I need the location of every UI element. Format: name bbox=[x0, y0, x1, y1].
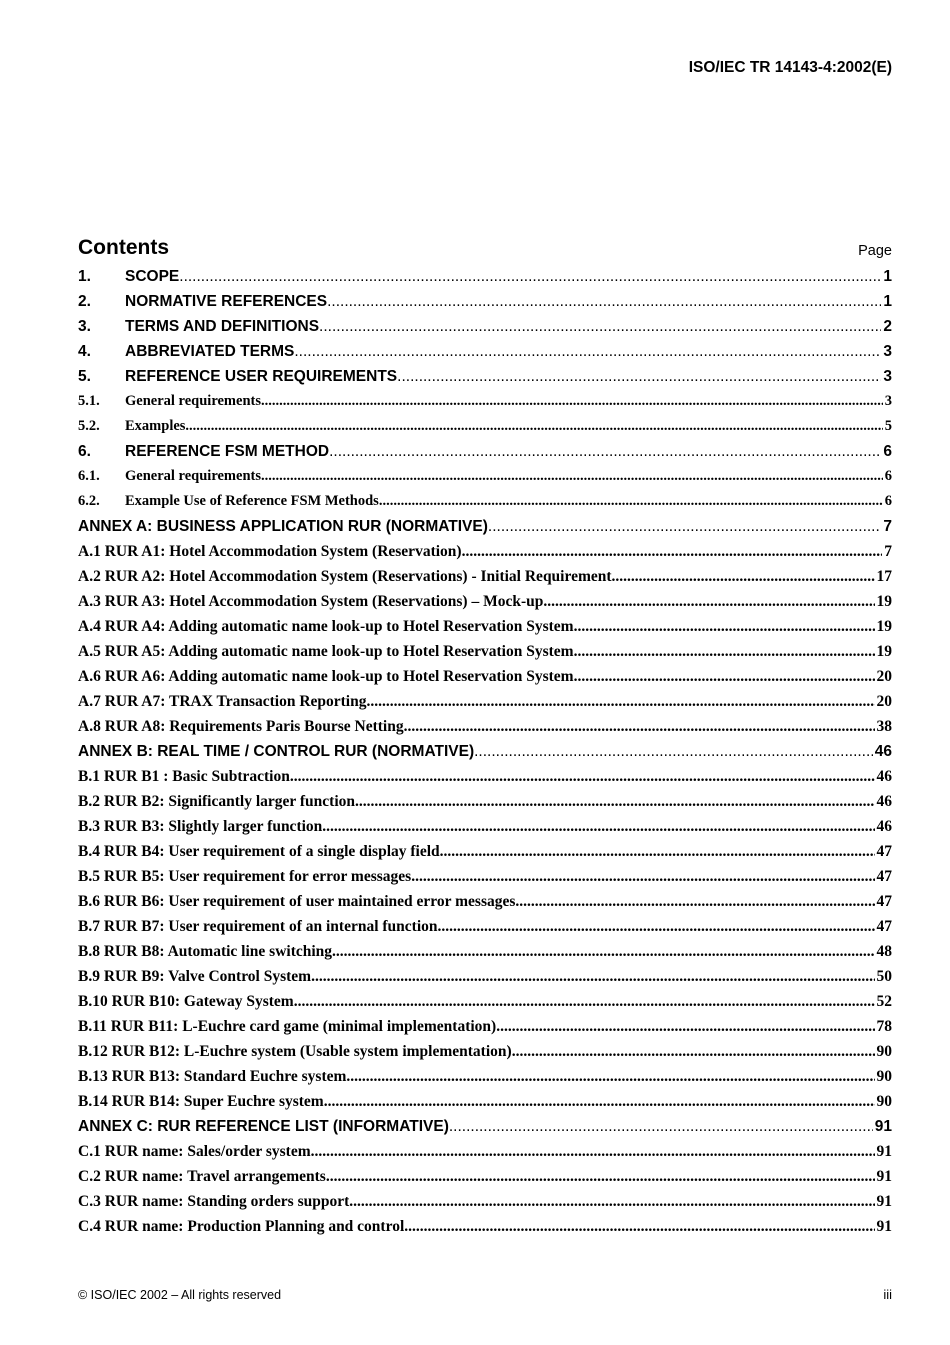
dot-leader bbox=[397, 364, 881, 389]
toc-entry-page: 47 bbox=[876, 918, 892, 935]
toc-entry-title: C.2 RUR name: Travel arrangements bbox=[78, 1168, 326, 1185]
toc-entry-title: B.12 RUR B12: L-Euchre system (Usable system implementation) bbox=[78, 1043, 512, 1060]
dot-leader bbox=[261, 464, 883, 489]
toc-entry-title: ANNEX A: BUSINESS APPLICATION RUR (NORMATIVE) bbox=[78, 518, 488, 535]
toc-entry-title: ANNEX B: REAL TIME / CONTROL RUR (NORMATIVE) bbox=[78, 743, 475, 760]
toc-entry[interactable] bbox=[78, 439, 892, 464]
dot-leader bbox=[574, 639, 875, 664]
toc-entry-title: B.4 RUR B4: User requirement of a single display field bbox=[78, 843, 440, 860]
toc-entry[interactable] bbox=[78, 389, 892, 414]
toc-entry-title: General requirements bbox=[125, 393, 261, 409]
toc-entry-title: TERMS AND DEFINITIONS bbox=[125, 318, 320, 335]
toc-entry-page: 46 bbox=[874, 743, 892, 760]
toc-entry-page: 50 bbox=[876, 968, 892, 985]
dot-leader bbox=[512, 1039, 875, 1064]
dot-leader bbox=[322, 814, 874, 839]
dot-leader bbox=[404, 714, 875, 739]
toc-entry-title: REFERENCE USER REQUIREMENTS bbox=[125, 368, 398, 385]
toc-entry-page: 3 bbox=[884, 393, 892, 409]
toc-entry[interactable] bbox=[78, 739, 892, 764]
toc-entry-page: 52 bbox=[876, 993, 892, 1010]
toc-entry-page: 90 bbox=[876, 1093, 892, 1110]
toc-entry[interactable] bbox=[78, 589, 892, 614]
toc-entry[interactable] bbox=[78, 639, 892, 664]
toc-entry-page: 6 bbox=[883, 443, 892, 460]
toc-entry-page: 3 bbox=[883, 343, 892, 360]
toc-entry-title: B.14 RUR B14: Super Euchre system bbox=[78, 1093, 324, 1110]
dot-leader bbox=[496, 1014, 874, 1039]
dot-leader bbox=[462, 539, 883, 564]
dot-leader bbox=[332, 939, 874, 964]
toc-entry-page: 91 bbox=[876, 1193, 892, 1210]
page-column-label: Page bbox=[858, 243, 892, 259]
toc-entry-title: B.8 RUR B8: Automatic line switching bbox=[78, 943, 333, 960]
toc-entry[interactable] bbox=[78, 989, 892, 1014]
table-of-contents bbox=[78, 264, 892, 1239]
toc-entry[interactable] bbox=[78, 314, 892, 339]
toc-entry-page: 46 bbox=[876, 768, 892, 785]
document-id: ISO/IEC TR 14143-4:2002(E) bbox=[688, 59, 892, 76]
toc-entry[interactable] bbox=[78, 464, 892, 489]
toc-entry-page: 3 bbox=[883, 368, 892, 385]
toc-entry-page: 91 bbox=[876, 1168, 892, 1185]
toc-entry-page: 20 bbox=[876, 668, 892, 685]
toc-entry-title: B.7 RUR B7: User requirement of an internal function bbox=[78, 918, 438, 935]
toc-entry-number: 6. bbox=[78, 443, 91, 460]
dot-leader bbox=[612, 564, 875, 589]
toc-entry-title: B.1 RUR B1 : Basic Subtraction bbox=[78, 768, 290, 785]
toc-entry[interactable] bbox=[78, 1064, 892, 1089]
toc-entry-title: ABBREVIATED TERMS bbox=[125, 343, 295, 360]
toc-entry[interactable] bbox=[78, 764, 892, 789]
toc-entry-title: B.3 RUR B3: Slightly larger function bbox=[78, 818, 323, 835]
toc-entry-title: A.6 RUR A6: Adding automatic name look-up to Hotel Reservation System bbox=[78, 668, 574, 685]
dot-leader bbox=[290, 764, 875, 789]
toc-entry-page: 6 bbox=[884, 493, 892, 509]
dot-leader bbox=[329, 439, 881, 464]
toc-entry-title: General requirements bbox=[125, 468, 261, 484]
toc-entry-title: A.8 RUR A8: Requirements Paris Bourse Netting bbox=[78, 718, 404, 735]
toc-entry-title: B.2 RUR B2: Significantly larger function bbox=[78, 793, 355, 810]
dot-leader bbox=[438, 914, 875, 939]
toc-entry[interactable] bbox=[78, 839, 892, 864]
toc-entry[interactable] bbox=[78, 339, 892, 364]
toc-entry[interactable] bbox=[78, 489, 892, 514]
dot-leader bbox=[327, 289, 881, 314]
toc-entry[interactable] bbox=[78, 914, 892, 939]
toc-entry[interactable] bbox=[78, 964, 892, 989]
copyright-notice: © ISO/IEC 2002 – All rights reserved bbox=[78, 1288, 282, 1302]
dot-leader bbox=[515, 889, 874, 914]
toc-entry[interactable] bbox=[78, 414, 892, 439]
toc-entry[interactable] bbox=[78, 689, 892, 714]
dot-leader bbox=[366, 689, 874, 714]
toc-entry-page: 91 bbox=[876, 1218, 892, 1235]
toc-entry-page: 47 bbox=[876, 843, 892, 860]
toc-entry[interactable] bbox=[78, 1089, 892, 1114]
dot-leader bbox=[294, 989, 875, 1014]
toc-entry[interactable] bbox=[78, 664, 892, 689]
toc-entry-page: 38 bbox=[876, 718, 892, 735]
toc-entry-number: 4. bbox=[78, 343, 91, 360]
dot-leader bbox=[404, 1214, 874, 1239]
toc-entry[interactable] bbox=[78, 814, 892, 839]
toc-entry[interactable] bbox=[78, 289, 892, 314]
dot-leader bbox=[474, 739, 873, 764]
toc-entry-title: C.4 RUR name: Production Planning and control bbox=[78, 1218, 405, 1235]
toc-entry-title: A.5 RUR A5: Adding automatic name look-up to Hotel Reservation System bbox=[78, 643, 574, 660]
dot-leader bbox=[319, 314, 881, 339]
dot-leader bbox=[449, 1114, 873, 1139]
dot-leader bbox=[349, 1189, 874, 1214]
toc-entry-number: 6.2. bbox=[78, 493, 100, 509]
toc-entry-page: 7 bbox=[883, 518, 892, 535]
toc-entry[interactable] bbox=[78, 714, 892, 739]
toc-entry[interactable] bbox=[78, 1014, 892, 1039]
toc-entry-number: 6.1. bbox=[78, 468, 100, 484]
toc-entry-number: 3. bbox=[78, 318, 91, 335]
toc-entry-title: B.11 RUR B11: L-Euchre card game (minimal implementation) bbox=[78, 1018, 497, 1035]
toc-entry-page: 6 bbox=[884, 468, 892, 484]
toc-entry[interactable] bbox=[78, 1039, 892, 1064]
toc-entry-page: 5 bbox=[884, 418, 892, 434]
toc-entry-page: 47 bbox=[876, 868, 892, 885]
dot-leader bbox=[311, 964, 874, 989]
toc-entry-number: 1. bbox=[78, 268, 91, 285]
dot-leader bbox=[311, 1139, 875, 1164]
toc-entry[interactable] bbox=[78, 1214, 892, 1239]
dot-leader bbox=[261, 389, 883, 414]
toc-entry-page: 17 bbox=[876, 568, 892, 585]
page-number: iii bbox=[883, 1287, 892, 1302]
toc-entry-page: 91 bbox=[876, 1143, 892, 1160]
dot-leader bbox=[488, 514, 881, 539]
toc-entry[interactable] bbox=[78, 1139, 892, 1164]
toc-entry-title: A.3 RUR A3: Hotel Accommodation System (Reservations) – Mock-up bbox=[78, 593, 544, 610]
toc-entry-title: SCOPE bbox=[125, 268, 180, 285]
toc-entry-number: 5.2. bbox=[78, 418, 100, 434]
toc-entry-title: NORMATIVE REFERENCES bbox=[125, 293, 328, 310]
toc-entry[interactable] bbox=[78, 864, 892, 889]
dot-leader bbox=[294, 339, 881, 364]
dot-leader bbox=[185, 414, 882, 439]
dot-leader bbox=[574, 614, 875, 639]
dot-leader bbox=[440, 839, 875, 864]
toc-entry-title: Examples bbox=[125, 418, 186, 434]
toc-entry[interactable] bbox=[78, 1164, 892, 1189]
toc-entry-number: 5.1. bbox=[78, 393, 100, 409]
toc-entry-page: 2 bbox=[883, 318, 892, 335]
toc-entry-page: 19 bbox=[876, 618, 892, 635]
toc-entry[interactable] bbox=[78, 564, 892, 589]
dot-leader bbox=[179, 264, 881, 289]
dot-leader bbox=[355, 789, 875, 814]
toc-entry-page: 7 bbox=[884, 543, 892, 560]
toc-entry[interactable] bbox=[78, 939, 892, 964]
toc-entry-page: 90 bbox=[876, 1043, 892, 1060]
toc-entry-title: C.1 RUR name: Sales/order system bbox=[78, 1143, 311, 1160]
toc-entry[interactable] bbox=[78, 539, 892, 564]
toc-entry-page: 90 bbox=[876, 1068, 892, 1085]
toc-entry[interactable] bbox=[78, 1114, 892, 1139]
toc-entry-page: 20 bbox=[876, 693, 892, 710]
toc-entry-title: A.4 RUR A4: Adding automatic name look-up to Hotel Reservation System bbox=[78, 618, 574, 635]
toc-entry-title: ANNEX C: RUR REFERENCE LIST (INFORMATIVE) bbox=[78, 1118, 449, 1135]
dot-leader bbox=[346, 1064, 874, 1089]
toc-entry-page: 91 bbox=[874, 1118, 892, 1135]
dot-leader bbox=[574, 664, 875, 689]
toc-entry-page: 19 bbox=[876, 643, 892, 660]
dot-leader bbox=[411, 864, 874, 889]
dot-leader bbox=[379, 489, 883, 514]
toc-entry[interactable] bbox=[78, 514, 892, 539]
dot-leader bbox=[543, 589, 874, 614]
toc-entry-page: 47 bbox=[876, 893, 892, 910]
toc-entry-page: 46 bbox=[876, 793, 892, 810]
toc-entry-title: A.2 RUR A2: Hotel Accommodation System (Reservations) - Initial Requirement bbox=[78, 568, 612, 585]
toc-entry-title: B.10 RUR B10: Gateway System bbox=[78, 993, 294, 1010]
toc-entry-page: 1 bbox=[883, 293, 892, 310]
toc-entry[interactable] bbox=[78, 1189, 892, 1214]
toc-entry[interactable] bbox=[78, 264, 892, 289]
toc-entry-page: 48 bbox=[876, 943, 892, 960]
toc-entry-title: Example Use of Reference FSM Methods bbox=[125, 493, 379, 509]
dot-leader bbox=[326, 1164, 875, 1189]
toc-entry-title: A.7 RUR A7: TRAX Transaction Reporting bbox=[78, 693, 367, 710]
dot-leader bbox=[324, 1089, 875, 1114]
toc-entry-page: 1 bbox=[883, 268, 892, 285]
toc-entry-title: B.6 RUR B6: User requirement of user maintained error messages bbox=[78, 893, 516, 910]
toc-entry-title: B.13 RUR B13: Standard Euchre system bbox=[78, 1068, 347, 1085]
toc-entry-title: B.5 RUR B5: User requirement for error messages bbox=[78, 868, 412, 885]
contents-heading: Contents bbox=[78, 236, 169, 259]
toc-entry[interactable] bbox=[78, 789, 892, 814]
toc-entry-title: A.1 RUR A1: Hotel Accommodation System (Reservation) bbox=[78, 543, 462, 560]
toc-entry[interactable] bbox=[78, 889, 892, 914]
toc-entry[interactable] bbox=[78, 364, 892, 389]
toc-entry-page: 19 bbox=[876, 593, 892, 610]
toc-entry-page: 78 bbox=[876, 1018, 892, 1035]
toc-entry-number: 2. bbox=[78, 293, 91, 310]
toc-entry-title: B.9 RUR B9: Valve Control System bbox=[78, 968, 312, 985]
toc-entry-number: 5. bbox=[78, 368, 91, 385]
toc-entry-page: 46 bbox=[876, 818, 892, 835]
toc-entry-title: C.3 RUR name: Standing orders support bbox=[78, 1193, 350, 1210]
toc-entry-title: REFERENCE FSM METHOD bbox=[125, 443, 330, 460]
toc-entry[interactable] bbox=[78, 614, 892, 639]
